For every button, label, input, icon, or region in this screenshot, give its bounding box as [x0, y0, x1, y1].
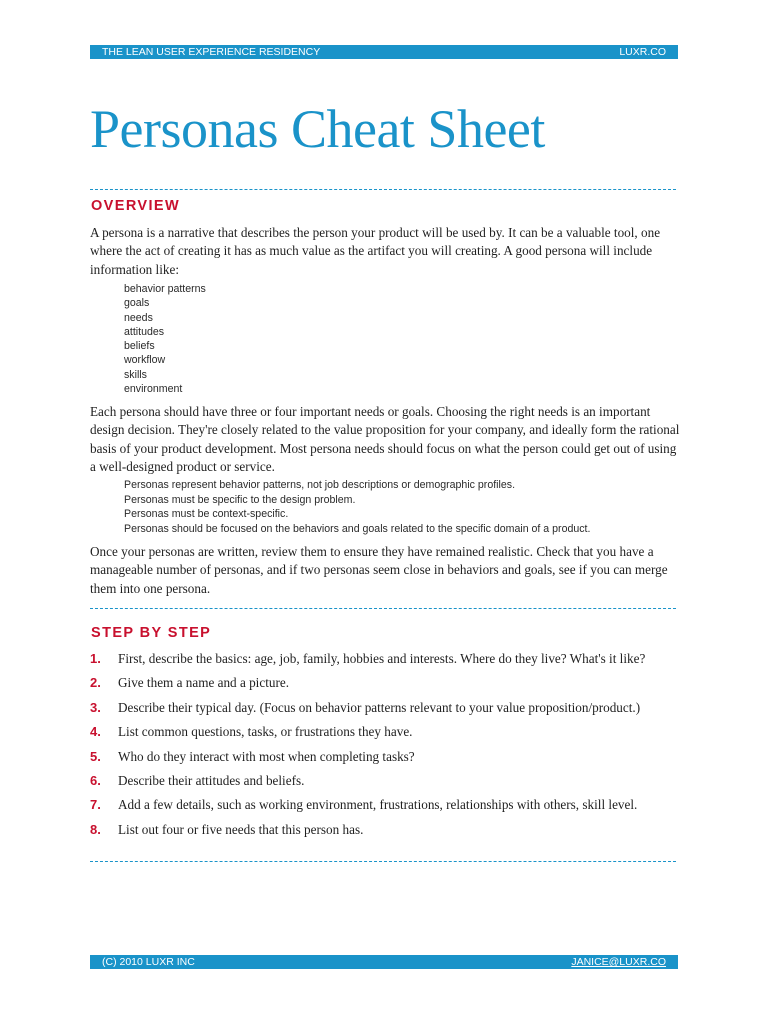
footer-copyright: (C) 2010 LUXR INC	[102, 956, 195, 968]
step-number: 8.	[90, 821, 101, 837]
step-number: 5.	[90, 748, 101, 764]
list-item: Personas represent behavior patterns, not job descriptions or demographic profiles.	[124, 479, 516, 491]
step-number: 7.	[90, 797, 101, 813]
step-text: Give them a name and a picture.	[118, 675, 289, 691]
header-bar	[90, 45, 678, 59]
list-item: workflow	[124, 354, 166, 367]
persona-principles-list	[124, 478, 590, 536]
overview-intro-paragraph: A persona is a narrative that describes the person your product will be used by. It can be a valuable tool, one where the act of creating it has as much value as the artifact you will creating. A good persona will include information like:	[90, 225, 661, 277]
step-text: Describe their attitudes and beliefs.	[118, 772, 305, 788]
list-item: Personas must be context-specific.	[124, 508, 289, 520]
step-number: 1.	[90, 651, 101, 666]
step-text: List out four or five needs that this person has.	[118, 821, 364, 837]
persona-attributes-list	[124, 282, 206, 396]
step-text: Who do they interact with most when completing tasks?	[118, 748, 415, 764]
step-by-step-heading: STEP BY STEP	[91, 625, 212, 641]
footer-email-link[interactable]: JANICE@LUXR.CO	[571, 956, 666, 968]
page-title: Personas Cheat Sheet	[90, 99, 545, 159]
footer-bar	[90, 955, 678, 969]
list-item: beliefs	[124, 340, 155, 353]
header-residency-label: THE LEAN USER EXPERIENCE RESIDENCY	[102, 46, 321, 58]
divider-top	[90, 189, 676, 190]
list-item: behavior patterns	[124, 283, 206, 295]
header-site-link[interactable]: LUXR.CO	[619, 46, 666, 58]
step-text: Describe their typical day. (Focus on behavior patterns relevant to your value proposition/product.)	[118, 699, 641, 715]
overview-heading: OVERVIEW	[91, 198, 181, 214]
step-number: 2.	[90, 675, 101, 691]
needs-paragraph: Each persona should have three or four important needs or goals. Choosing the right needs is an important design decision. They're closely related to the value proposition for your company, and ideally form the rational basis of your product development. Most persona needs should focus on what the person could get out of using a well-designed product or service.	[90, 404, 680, 474]
step-text: First, describe the basics: age, job, family, hobbies and interests. Where do they live? What's it like?	[118, 651, 646, 666]
list-item: environment	[124, 383, 183, 396]
divider-middle	[90, 608, 676, 609]
step-number: 6.	[90, 772, 101, 788]
step-text: Add a few details, such as working environment, frustrations, relationships with others, skill level.	[118, 797, 638, 813]
list-item: goals	[124, 297, 150, 310]
list-item: Personas must be specific to the design problem.	[124, 493, 356, 506]
review-paragraph: Once your personas are written, review them to ensure they have remained realistic. Check that you have a manageable number of personas, and if two personas seem close in behaviors and goals, see if you can merge them into one persona.	[90, 544, 668, 596]
list-item: skills	[124, 368, 147, 381]
divider-bottom	[90, 861, 676, 862]
list-item: needs	[124, 311, 153, 324]
step-number: 4.	[90, 724, 101, 740]
step-text: List common questions, tasks, or frustrations they have.	[118, 724, 413, 740]
step-number: 3.	[90, 699, 101, 715]
list-item: attitudes	[124, 325, 165, 338]
list-item: Personas should be focused on the behaviors and goals related to the specific domain of a product.	[124, 522, 591, 535]
